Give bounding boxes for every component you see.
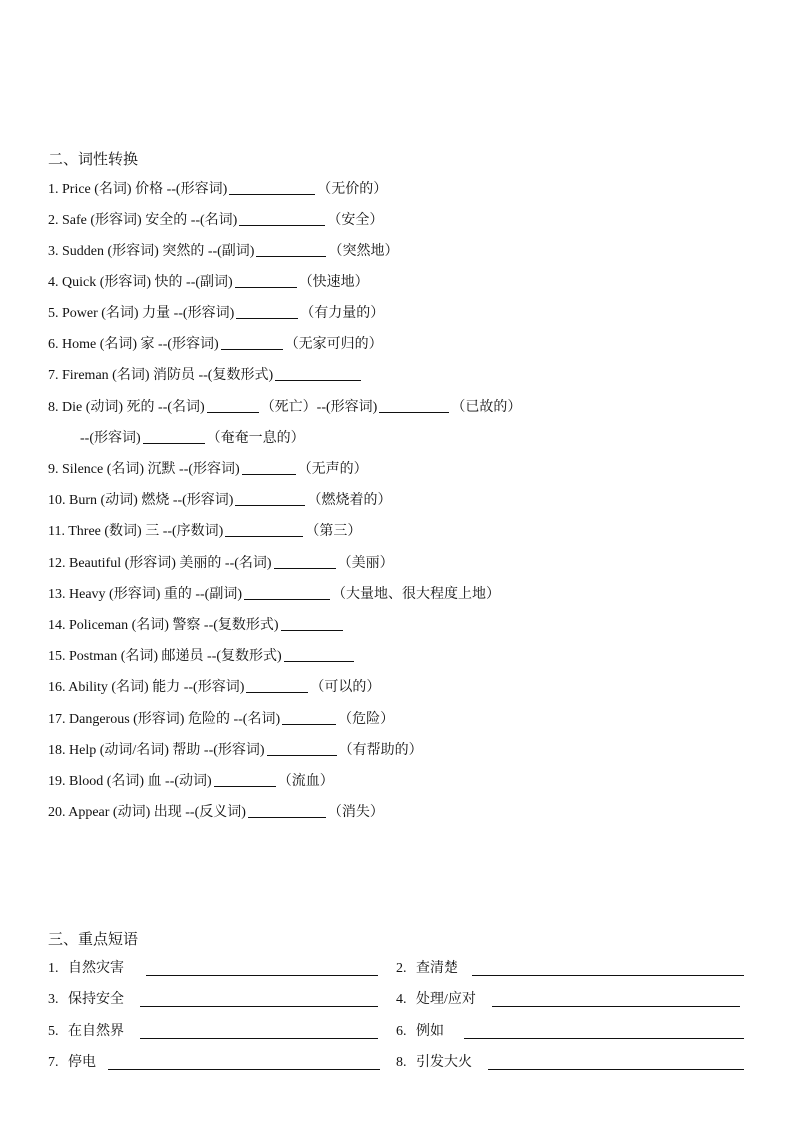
item-13 <box>48 585 500 604</box>
item-17-prompt: 17. Dangerous (形容词) 危险的 --(名词) <box>48 712 281 727</box>
item-6 <box>48 335 383 354</box>
phrase-text: 自然灾害 <box>68 961 124 976</box>
answer-blank[interactable] <box>379 398 449 413</box>
phrase-number: 7. <box>48 1055 59 1070</box>
answer-blank[interactable] <box>472 975 744 976</box>
answer-blank[interactable] <box>236 304 298 319</box>
item-15 <box>48 647 356 666</box>
item-8-prompt: 8. Die (动词) 死的 --(名词) <box>48 400 205 415</box>
item-14-prompt: 14. Policeman (名词) 警察 --(复数形式) <box>48 618 279 633</box>
phrase-number: 3. <box>48 992 59 1007</box>
phrase-5 <box>48 1023 380 1041</box>
answer-blank[interactable] <box>214 772 276 787</box>
phrase-1 <box>48 960 380 978</box>
item-5-hint: （有力量的） <box>300 306 385 321</box>
phrase-6 <box>396 1023 744 1041</box>
answer-blank[interactable] <box>275 366 361 381</box>
item-18-prompt: 18. Help (动词/名词) 帮助 --(形容词) <box>48 743 265 758</box>
phrase-7 <box>48 1054 380 1072</box>
item-20-prompt: 20. Appear (动词) 出现 --(反义词) <box>48 805 246 820</box>
answer-blank[interactable] <box>221 335 283 350</box>
item-8b-hint: （奄奄一息的） <box>206 431 305 446</box>
phrase-number: 8. <box>396 1055 407 1070</box>
item-7-prompt: 7. Fireman (名词) 消防员 --(复数形式) <box>48 368 274 383</box>
item-18-hint: （有帮助的） <box>338 743 423 758</box>
phrase-text: 在自然界 <box>68 1024 124 1039</box>
item-13-prompt: 13. Heavy (形容词) 重的 --(副词) <box>48 587 243 602</box>
item-1 <box>48 180 387 199</box>
item-9 <box>48 460 368 479</box>
phrase-number: 4. <box>396 992 407 1007</box>
item-3-prompt: 3. Sudden (形容词) 突然的 --(副词) <box>48 244 255 259</box>
item-8-mid: （死亡）--(形容词) <box>260 400 378 415</box>
item-10 <box>48 491 391 510</box>
phrase-text: 处理/应对 <box>416 992 476 1007</box>
item-8b-prompt: --(形容词) <box>80 431 141 446</box>
item-1-hint: （无价的） <box>317 182 388 197</box>
answer-blank[interactable] <box>267 741 337 756</box>
phrase-4 <box>396 991 744 1009</box>
answer-blank[interactable] <box>281 616 343 631</box>
answer-blank[interactable] <box>282 710 336 725</box>
answer-blank[interactable] <box>488 1069 744 1070</box>
answer-blank[interactable] <box>284 647 354 662</box>
phrase-number: 6. <box>396 1024 407 1039</box>
item-20 <box>48 803 384 822</box>
phrase-text: 查清楚 <box>416 961 458 976</box>
item-4-prompt: 4. Quick (形容词) 快的 --(副词) <box>48 275 233 290</box>
phrase-number: 1. <box>48 961 59 976</box>
item-12 <box>48 554 394 573</box>
item-10-hint: （燃烧着的） <box>307 493 392 508</box>
answer-blank[interactable] <box>140 1038 378 1039</box>
item-20-hint: （消失） <box>327 805 384 820</box>
item-2 <box>48 211 383 230</box>
item-15-prompt: 15. Postman (名词) 邮递员 --(复数形式) <box>48 649 282 664</box>
item-16-prompt: 16. Ability (名词) 能力 --(形容词) <box>48 680 245 695</box>
answer-blank[interactable] <box>235 273 297 288</box>
answer-blank[interactable] <box>244 585 330 600</box>
item-14 <box>48 616 345 635</box>
item-5 <box>48 304 384 323</box>
section-3-title: 三、重点短语 <box>48 932 139 948</box>
item-19-prompt: 19. Blood (名词) 血 --(动词) <box>48 774 212 789</box>
item-7 <box>48 366 363 385</box>
item-11 <box>48 522 361 541</box>
phrase-text: 保持安全 <box>68 992 124 1007</box>
item-9-hint: （无声的） <box>297 462 368 477</box>
item-18 <box>48 741 423 760</box>
answer-blank[interactable] <box>248 803 326 818</box>
phrase-3 <box>48 991 380 1009</box>
answer-blank[interactable] <box>464 1038 744 1039</box>
item-11-hint: （第三） <box>305 524 362 539</box>
answer-blank[interactable] <box>492 1006 740 1007</box>
item-6-hint: （无家可归的） <box>284 337 383 352</box>
item-8b <box>80 429 305 448</box>
item-19 <box>48 772 334 791</box>
item-17 <box>48 710 394 729</box>
item-2-prompt: 2. Safe (形容词) 安全的 --(名词) <box>48 213 238 228</box>
answer-blank[interactable] <box>207 398 259 413</box>
item-4 <box>48 273 369 292</box>
item-8 <box>48 398 521 417</box>
item-16-hint: （可以的） <box>310 680 381 695</box>
phrase-number: 2. <box>396 961 407 976</box>
answer-blank[interactable] <box>140 1006 378 1007</box>
answer-blank[interactable] <box>235 491 305 506</box>
phrase-text: 例如 <box>416 1024 444 1039</box>
item-3 <box>48 242 398 261</box>
phrase-number: 5. <box>48 1024 59 1039</box>
phrase-8 <box>396 1054 744 1072</box>
section-2-title: 二、词性转换 <box>48 152 139 168</box>
answer-blank[interactable] <box>239 211 325 226</box>
answer-blank[interactable] <box>274 554 336 569</box>
answer-blank[interactable] <box>225 522 303 537</box>
item-4-hint: （快速地） <box>298 275 369 290</box>
item-1-prompt: 1. Price (名词) 价格 --(形容词) <box>48 182 228 197</box>
answer-blank[interactable] <box>146 975 378 976</box>
item-17-hint: （危险） <box>338 712 395 727</box>
item-3-hint: （突然地） <box>328 244 399 259</box>
item-8-hint: （已故的） <box>451 400 522 415</box>
phrase-2 <box>396 960 744 978</box>
item-12-hint: （美丽） <box>337 556 394 571</box>
answer-blank[interactable] <box>242 460 296 475</box>
item-11-prompt: 11. Three (数词) 三 --(序数词) <box>48 524 224 539</box>
item-16 <box>48 678 380 697</box>
phrase-text: 引发大火 <box>416 1055 472 1070</box>
item-2-hint: （安全） <box>327 213 384 228</box>
item-6-prompt: 6. Home (名词) 家 --(形容词) <box>48 337 219 352</box>
item-19-hint: （流血） <box>277 774 334 789</box>
item-5-prompt: 5. Power (名词) 力量 --(形容词) <box>48 306 235 321</box>
answer-blank[interactable] <box>256 242 326 257</box>
answer-blank[interactable] <box>108 1069 380 1070</box>
answer-blank[interactable] <box>143 429 205 444</box>
answer-blank[interactable] <box>229 180 315 195</box>
item-13-hint: （大量地、很大程度上地） <box>332 587 501 602</box>
item-9-prompt: 9. Silence (名词) 沉默 --(形容词) <box>48 462 240 477</box>
item-12-prompt: 12. Beautiful (形容词) 美丽的 --(名词) <box>48 556 272 571</box>
item-10-prompt: 10. Burn (动词) 燃烧 --(形容词) <box>48 493 234 508</box>
phrase-text: 停电 <box>68 1055 96 1070</box>
answer-blank[interactable] <box>246 678 308 693</box>
